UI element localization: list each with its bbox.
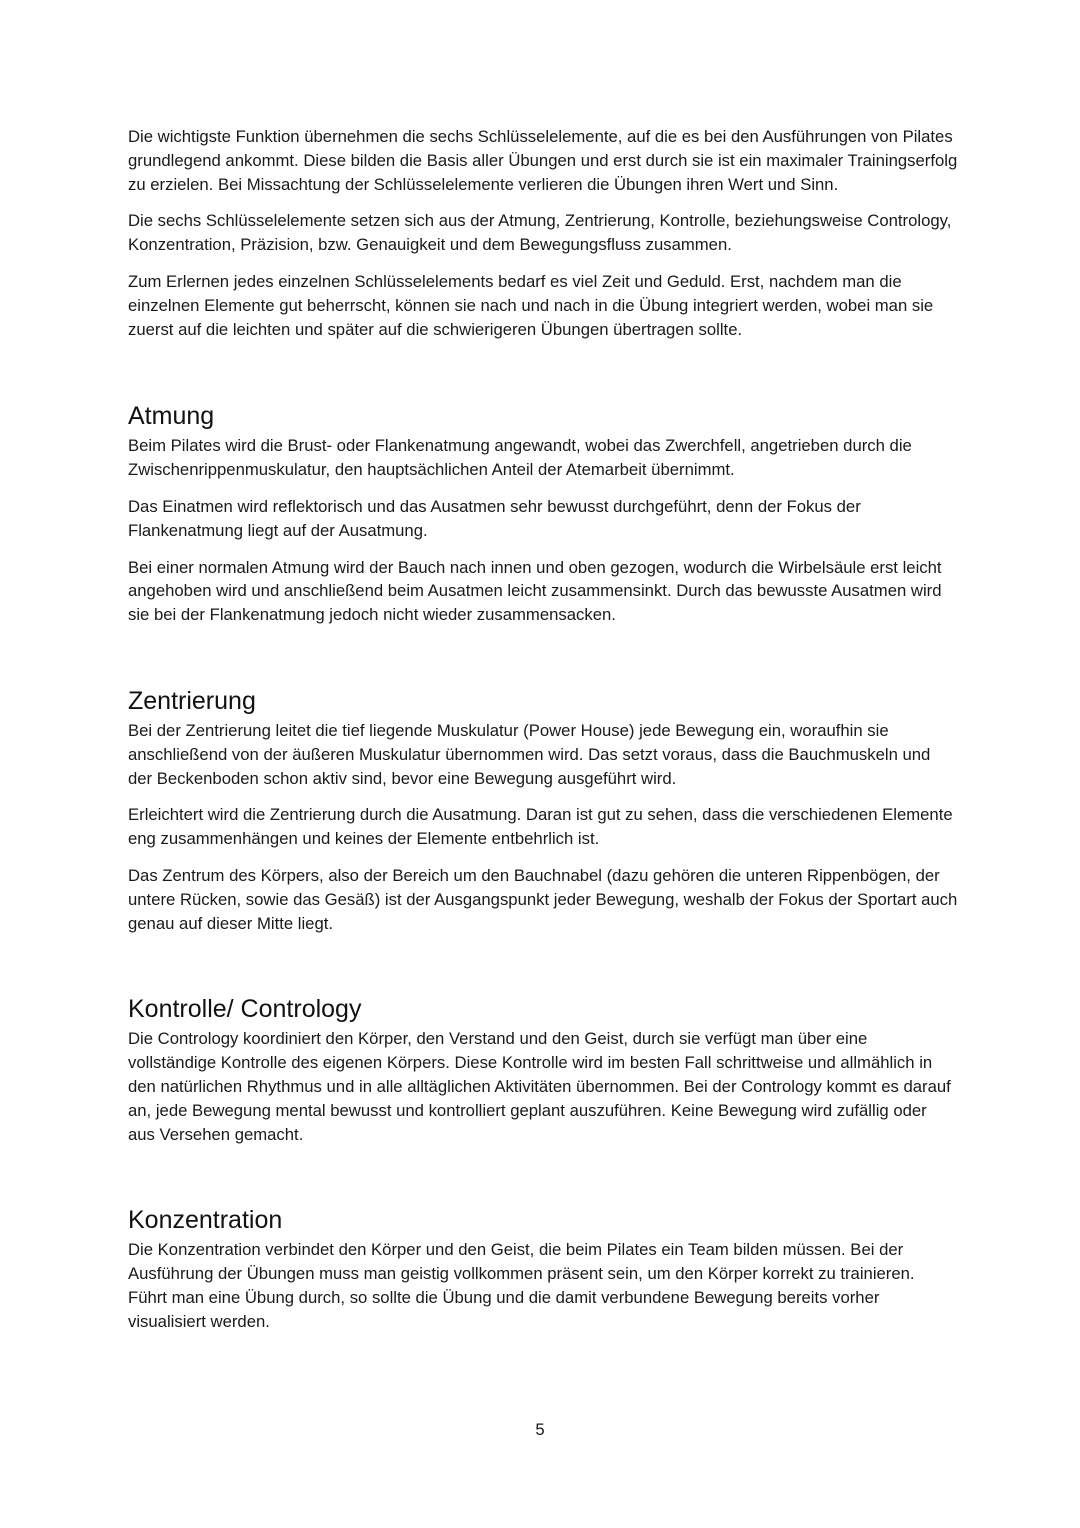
intro-paragraph-3: Zum Erlernen jedes einzelnen Schlüsselelements bedarf es viel Zeit und Geduld. Erst, nachdem man die einzelnen Elemente gut beherrscht, können sie nach und nach in die Übung integriert werden, wobei man sie zuerst auf die leichten und später auf die schwierigeren Übungen übertragen sollte.	[128, 271, 934, 339]
section-heading: Kontrolle/ Contrology	[128, 995, 362, 1024]
section-paragraph: Das Zentrum des Körpers, also der Bereich um den Bauchnabel (dazu gehören die unteren Rippenbögen, der untere Rücken, sowie das Gesäß) ist der Ausgangspunkt jeder Bewegung, weshalb der Fokus der Sportart auch genau auf dieser Mitte liegt.	[128, 865, 958, 933]
intro-section	[128, 125, 958, 341]
section-paragraph: Die Contrology koordiniert den Körper, den Verstand und den Geist, durch sie verfügt man über eine vollständige Kontrolle des eigenen Körpers. Diese Kontrolle wird im besten Fall schrittweise und allmählich in den natürlichen Rhythmus und in alle alltäglichen Aktivitäten übernommen. Bei der Contrology kommt es darauf an, jede Bewegung mental bewusst und kontrolliert geplant auszuführen. Keine Bewegung wird zufällig oder aus Versehen gemacht.	[128, 1029, 951, 1144]
section-paragraph: Erleichtert wird die Zentrierung durch die Ausatmung. Daran ist gut zu sehen, dass die verschiedenen Elemente eng zusammenhängen und keines der Elemente entbehrlich ist.	[128, 805, 953, 849]
intro-paragraph-1: Die wichtigste Funktion übernehmen die sechs Schlüsselelemente, auf die es bei den Ausführungen von Pilates grundlegend ankommt. Diese bilden die Basis aller Übungen und erst durch sie ist ein maximaler Trainingserfolg zu erzielen. Bei Missachtung der Schlüsselelemente verlieren die Übungen ihren Wert und Sinn.	[128, 127, 958, 194]
section-atmung	[128, 400, 958, 627]
section-kontrolle	[128, 993, 958, 1146]
intro-paragraph-2: Die sechs Schlüsselelemente setzen sich aus der Atmung, Zentrierung, Kontrolle, beziehungsweise Contrology, Konzentration, Präzision, bzw. Genauigkeit und dem Bewegungsfluss zusammen.	[128, 211, 952, 255]
section-zentrierung	[128, 685, 958, 935]
section-heading: Konzentration	[128, 1206, 283, 1235]
page-number: 5	[535, 1420, 545, 1439]
section-paragraph: Bei der Zentrierung leitet die tief liegende Muskulatur (Power House) jede Bewegung ein, woraufhin sie anschließend von der äußeren Muskulatur übernommen wird. Das setzt voraus, dass die Bauchmuskeln und der Beckenboden schon aktiv sind, bevor eine Bewegung ausgeführt wird.	[128, 720, 931, 788]
section-konzentration	[128, 1204, 958, 1333]
section-heading: Zentrierung	[128, 686, 256, 715]
section-paragraph: Das Einatmen wird reflektorisch und das Ausatmen sehr bewusst durchgeführt, denn der Fokus der Flankenatmung liegt auf der Ausatmung.	[128, 496, 861, 540]
section-paragraph: Beim Pilates wird die Brust- oder Flankenatmung angewandt, wobei das Zwerchfell, angetrieben durch die Zwischenrippenmuskulatur, den hauptsächlichen Anteil der Atemarbeit übernimmt.	[128, 436, 912, 480]
section-paragraph: Bei einer normalen Atmung wird der Bauch nach innen und oben gezogen, wodurch die Wirbelsäule erst leicht angehoben wird und anschließend beim Ausatmen leicht zusammensinkt. Durch das bewusste Ausatmen wird sie bei der Flankenatmung jedoch nicht wieder zusammensacken.	[128, 557, 942, 625]
document-page	[128, 125, 958, 1334]
section-heading: Atmung	[128, 402, 215, 431]
section-paragraph: Die Konzentration verbindet den Körper und den Geist, die beim Pilates ein Team bilden müssen. Bei der Ausführung der Übungen muss man geistig vollkommen präsent sein, um den Körper korrekt zu trainieren. Führt man eine Übung durch, so sollte die Übung und die damit verbundene Bewegung bereits vorher visualisiert werden.	[128, 1240, 915, 1331]
